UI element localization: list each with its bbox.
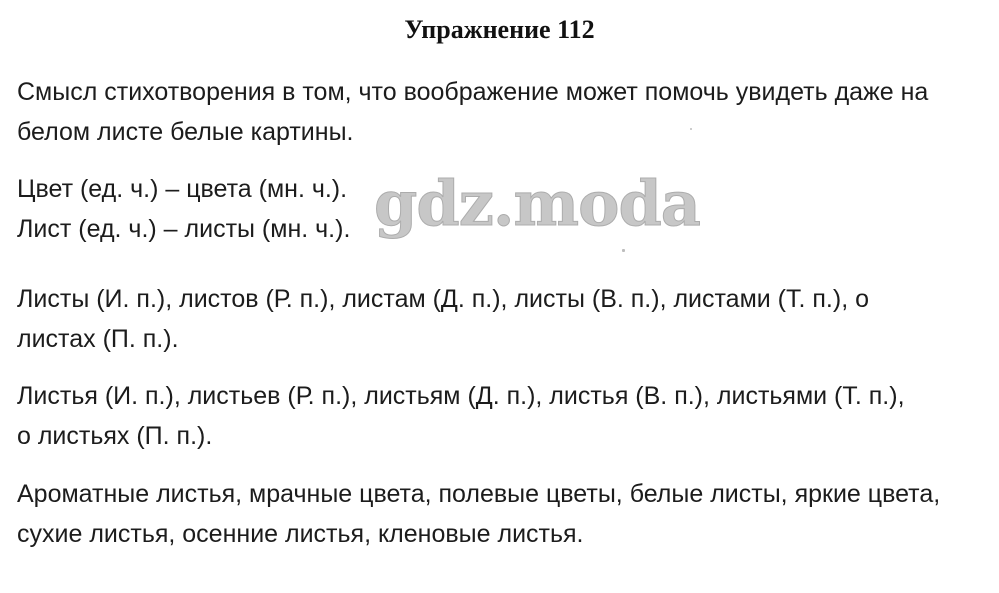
text-line: о листьях (П. п.). — [17, 422, 213, 450]
paragraph-declension-listya — [17, 376, 992, 456]
text-line: сухие листья, осенние листья, кленовые листья. — [17, 520, 584, 548]
exercise-title: Упражнение 112 — [404, 15, 595, 44]
paragraph-phrases — [17, 474, 992, 554]
text-line: Цвет (ед. ч.) – цвета (мн. ч.). — [17, 175, 348, 203]
text-line: Лист (ед. ч.) – листы (мн. ч.). — [17, 215, 351, 243]
paragraph-meaning — [17, 72, 992, 152]
text-line: Ароматные листья, мрачные цвета, полевые цветы, белые листы, яркие цвета, — [17, 480, 941, 508]
text-line: Листья (И. п.), листьев (Р. п.), листьям (Д. п.), листья (В. п.), листьями (Т. п.), — [17, 382, 905, 410]
text-line: Листы (И. п.), листов (Р. п.), листам (Д. п.), листы (В. п.), листами (Т. п.), о — [17, 285, 870, 313]
scan-speck — [690, 128, 692, 130]
scan-speck — [622, 249, 625, 252]
text-line: белом листе белые картины. — [17, 118, 354, 146]
paragraph-declension-listy — [17, 279, 992, 359]
watermark-logo: gdz.moda — [374, 167, 700, 240]
text-line: листах (П. п.). — [17, 325, 179, 353]
text-line: Смысл стихотворения в том, что воображение может помочь увидеть даже на — [17, 78, 929, 106]
